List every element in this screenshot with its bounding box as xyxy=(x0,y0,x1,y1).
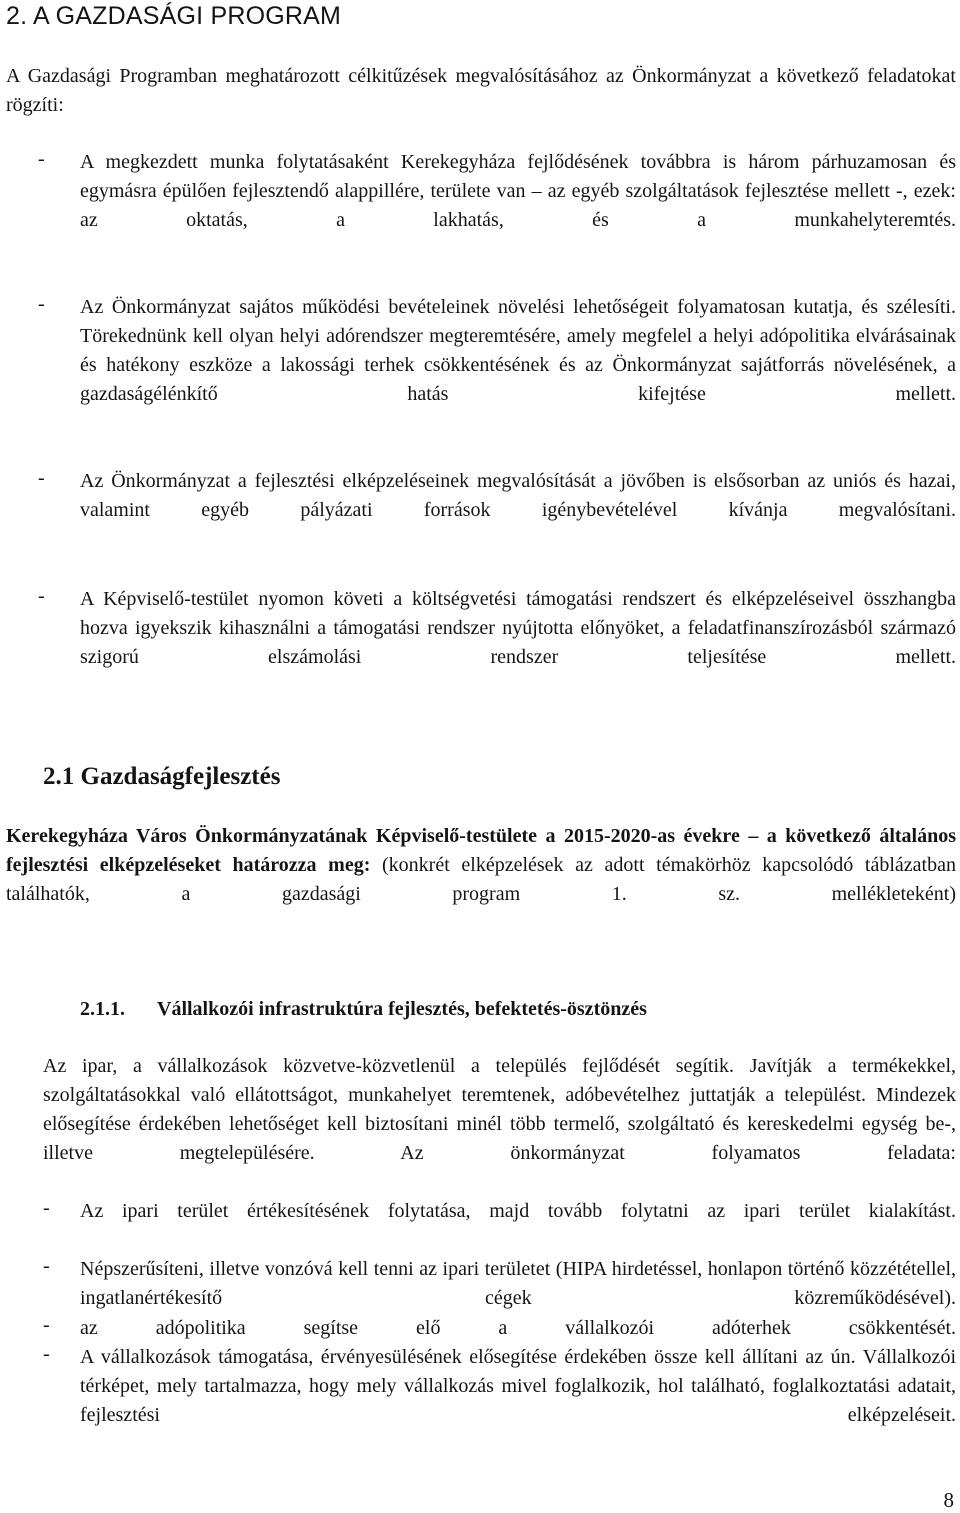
list-item: Az Önkormányzat sajátos működési bevételeinek növelési lehetőségeit folyamatosan kutatja, és szélesíti. Törekednünk kell olyan helyi adórendszer megteremtésére, amely megfelel a helyi adópolitika elvárásainak és hatékony eszköze a lakossági terhek csökkentésének és az Önkormányzat sajátforrás növelésének, a gazdaságélénkítő hatás kifejtése mellett. xyxy=(80,296,956,405)
subsection-title: 2.1 Gazdaságfejlesztés xyxy=(43,763,281,790)
section-title: 2. A GAZDASÁGI PROGRAM xyxy=(6,2,342,30)
list-item: Népszerűsíteni, illetve vonzóvá kell tenni az ipari területet (HIPA hirdetéssel, honlapon történő közzététellel, ingatlanértékesítő cégek közreműködésével). xyxy=(80,1258,956,1309)
subsubsection-title: Vállalkozói infrastruktúra fejlesztés, befektetés-ösztönzés xyxy=(157,998,647,1020)
subsection-normal-text: (konkrét elképzelések az adott témakörhöz kapcsolódó táblázatban találhatók, a gazdasági program 1. sz. mellékleteként) xyxy=(6,854,956,905)
list-item: az adópolitika segítse elő a vállalkozói adóterhek csökkentését. xyxy=(80,1317,956,1339)
subsubsection-number: 2.1.1. xyxy=(80,998,125,1020)
intro-paragraph: A Gazdasági Programban meghatározott célkitűzések megvalósításához az Önkormányzat a következő feladatokat rögzíti: xyxy=(6,65,956,116)
bullet-dash: - xyxy=(38,467,45,489)
list-item: A vállalkozások támogatása, érvényesülésének elősegítése érdekében össze kell állítani az ún. Vállalkozói térképet, mely tartalmazza, hogy mely vállalkozás mivel foglalkozik, hol található, foglalkoztatási adatait, fejlesztési elképzeléseit. xyxy=(80,1346,956,1426)
bullet-dash: - xyxy=(43,1343,50,1365)
list-item: A Képviselő-testület nyomon követi a költségvetési támogatási rendszert és elképzeléseivel összhangba hozva igyekszik kihasználni a támogatási rendszer nyújtotta előnyöket, a feladatfinanszírozásból származó szigorú elszámolási rendszer teljesítése mellett. xyxy=(80,588,956,668)
list-item: A megkezdett munka folytatásaként Kerekegyháza fejlődésének továbbra is három párhuzamosan és egymásra épülően fejlesztendő alappillére, területe van – az egyéb szolgáltatások fejlesztése mellett -, ezek: az oktatás, a lakhatás, és a munkahelyteremtés. xyxy=(80,151,956,231)
bullet-dash: - xyxy=(38,148,45,170)
page-number: 8 xyxy=(943,1488,954,1512)
bullet-dash: - xyxy=(38,293,45,315)
bullet-dash: - xyxy=(43,1255,50,1277)
bullet-dash: - xyxy=(38,585,45,607)
subsection-bold-text: Kerekegyháza Város Önkormányzatának Képviselő-testülete a 2015-2020-as évekre – a következő általános fejlesztési elképzeléseket határozza meg: xyxy=(6,825,956,876)
subsubsection-paragraph: Az ipar, a vállalkozások közvetve-közvetlenül a település fejlődését segítik. Javítják a termékekkel, szolgáltatásokkal való ellátottságot, munkahelyet teremtenek, adóbevételhez juttatják a települést. Mindezek elősegítése érdekében lehetőséget kell biztosítani minél több termelő, szolgáltató és kereskedelmi egység be-, illetve megtelepülésére. Az önkormányzat folyamatos feladata: xyxy=(43,1055,956,1164)
list-item: Az ipari terület értékesítésének folytatása, majd tovább folytatni az ipari terület kialakítást. xyxy=(80,1200,956,1222)
bullet-dash: - xyxy=(43,1314,50,1336)
bullet-dash: - xyxy=(43,1197,50,1219)
subsection-paragraph xyxy=(6,822,956,938)
list-item: Az Önkormányzat a fejlesztési elképzeléseinek megvalósítását a jövőben is elsősorban az uniós és hazai, valamint egyéb pályázati források igénybevételével kívánja megvalósítani. xyxy=(80,470,956,521)
